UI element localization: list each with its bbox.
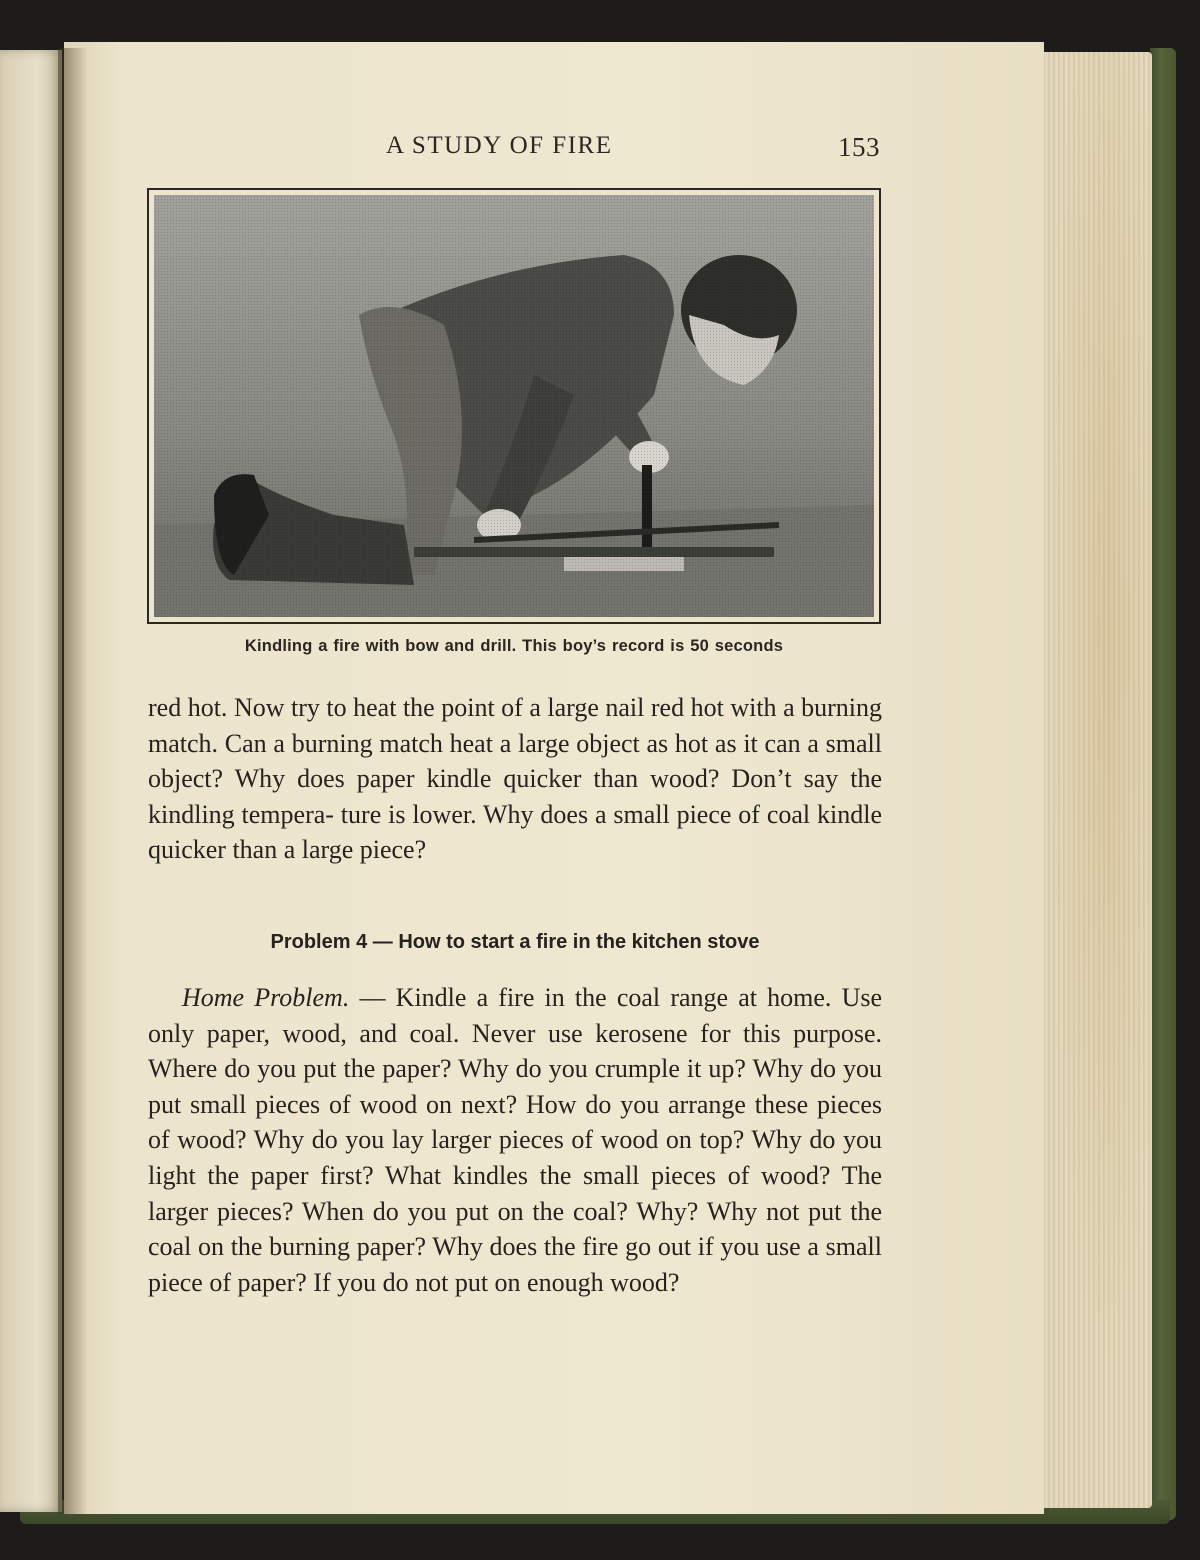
home-problem-text: — Kindle a fire in the coal range at home. Use only paper, wood, and coal. Never use kerosene for this purpose. Where do you put the paper? Why do you crumple it up? Why do you put small pieces of wood on next? How do you arrange these pieces of wood? Why do you lay larger pieces of wood on top? Why do you light the paper first? What kindles the small pieces of wood? The larger pieces? When do you put on the coal? Why? Why not put the coal on the burning paper? Why does the fire go out if you use a small piece of paper? If you do not put on enough wood?: [148, 983, 883, 1297]
running-head-title: A STUDY OF FIRE: [386, 132, 613, 159]
gutter-shadow: [58, 48, 88, 1514]
running-head: [150, 132, 880, 168]
home-problem-lead: Home Problem.: [182, 983, 350, 1012]
book-cover-edge: [1150, 48, 1176, 1520]
page-fore-edge: [1040, 52, 1152, 1508]
problem-4-heading: Problem 4 — How to start a fire in the kitchen stove: [270, 931, 760, 953]
photo-figure: [147, 188, 881, 624]
paragraph-red-hot: red hot. Now try to heat the point of a large nail red hot with a burning match. Can a burning match heat a large object as hot as it can a small object? Why does paper kindle quicker than wood? Don’t say the kindling tempera- ture is lower. Why does a small piece of coal kindle quicker than a large piece?: [148, 693, 882, 865]
page-number: 153: [838, 132, 880, 162]
boy-bow-drill-photo: [154, 195, 874, 617]
left-page-edge: [0, 50, 62, 1512]
figure-caption: Kindling a fire with bow and drill. This boy’s record is 50 seconds: [244, 637, 784, 655]
paragraph-home-problem: [148, 980, 882, 1300]
